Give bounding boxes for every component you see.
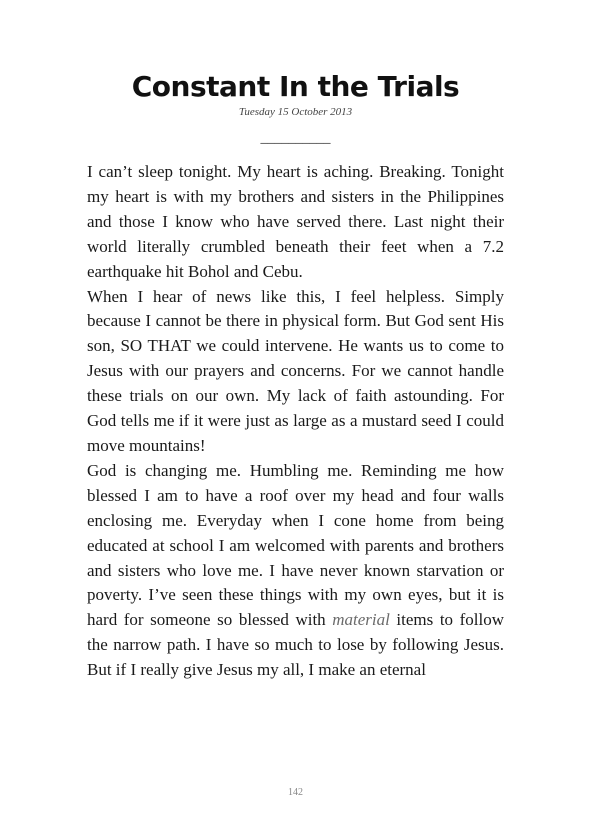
paragraph-3-after: items to follow the narrow path. I have so much to lose by following Jesus. But if I really give Jesus my all, I make an eternal — [87, 610, 504, 680]
page-number: 142 — [288, 787, 303, 798]
paragraph-3-before: God is changing me. Humbling me. Reminding me how blessed I am to have a roof over my head and four walls enclosing me. Everyday when I cone home from being educated at school I am welcomed with parents and brothers and sisters who love me. I have never known starvation or poverty. I’ve seen these things with my own eyes, but it is hard for someone so blessed with — [87, 460, 504, 630]
paragraph-3 — [87, 459, 504, 683]
paragraph-2: When I hear of news like this, I feel helpless. Simply because I cannot be there in physical form. But God sent His son, SO THAT we could intervene. He wants us to come to Jesus with our prayers and concerns. For we cannot handle these trials on our own. My lack of faith astounding. For God tells me if it were just as large as a mustard seed I could move mountains! — [87, 286, 504, 455]
paragraph-1: I can’t sleep tonight. My heart is aching. Breaking. Tonight my heart is with my brothers and sisters in the Philippines and those I know who have served there. Last night their world literally crumbled beneath their feet when a 7.2 earthquake hit Bohol and Cebu. — [87, 162, 504, 281]
title-divider: __________ — [260, 131, 331, 146]
emphasized-word: material — [332, 610, 390, 630]
entry-date: Tuesday 15 October 2013 — [238, 106, 353, 118]
body-text — [87, 160, 504, 683]
page-title: Constant In the Trials — [131, 70, 460, 103]
